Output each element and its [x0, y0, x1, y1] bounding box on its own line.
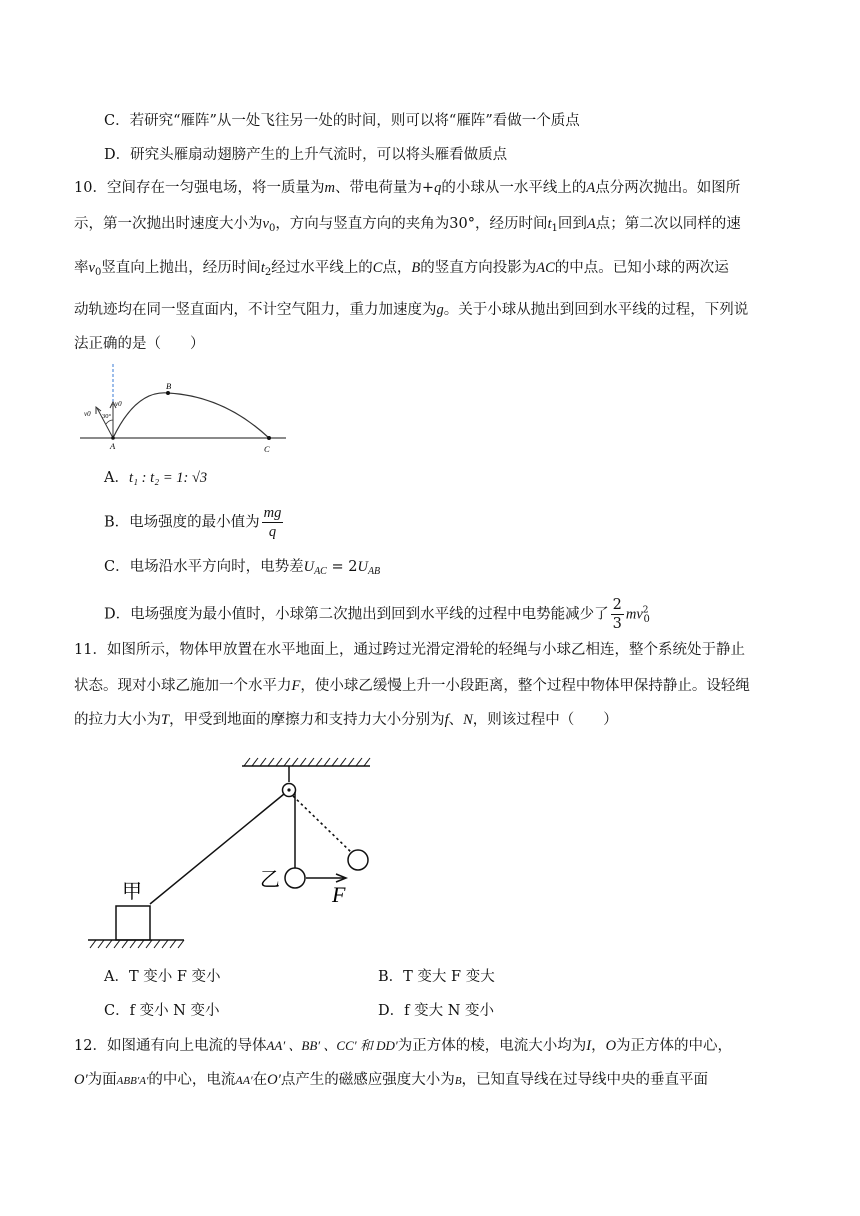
- q11-stem-line3: 的拉力大小为T，甲受到地面的摩擦力和支持力大小分别为f、N，则该过程中（ ）: [74, 712, 618, 728]
- q11-option-d: D．f 变大 N 变小: [378, 1003, 495, 1019]
- q10-option-d: D．电场强度为最小值时，小球第二次抛出到回到水平线的过程中电势能减少了 $\frac{2}{3}$ $mv^2_0$: [104, 597, 650, 632]
- label-c: C: [264, 444, 270, 454]
- q11-stem-line1: 11．如图所示，物体甲放置在水平地面上，通过跨过光滑定滑轮的轻绳与小球乙相连，整个系统处于静止: [74, 642, 745, 658]
- ball-yi: [285, 868, 305, 888]
- angle-arc: [106, 420, 113, 424]
- block-jia: [116, 906, 150, 940]
- label-yi: 乙: [260, 867, 280, 891]
- q10-option-a: A．t₁ : t₂ = 1: √3: [104, 470, 208, 486]
- q10-option-b: B．电场强度的最小值为 $\frac{mg}{q}$: [104, 505, 282, 540]
- point-a: [111, 436, 115, 440]
- q10-stem-line2: 示，第一次抛出时速度大小为$v_0$，方向与竖直方向的夹角为30°，经历时间$t_1$回到A点；第二次以同样的速: [74, 216, 741, 234]
- q9-option-c: C．若研究“雁阵”从一处飞往另一处的时间，则可以将“雁阵”看做一个质点: [104, 113, 580, 129]
- q12-stem-line2: O′为面ABB′A′的中心，电流AA′在O′点产生的磁感应强度大小为B，已知直导线在过导线中央的垂直平面: [74, 1072, 709, 1088]
- q10-stem-line5: 法正确的是（ ）: [74, 336, 205, 352]
- q11-option-a: A．T 变小 F 变小: [104, 969, 221, 985]
- ground-hatch: [90, 940, 184, 948]
- q11-stem-line2: 状态。现对小球乙施加一个水平力F，使小球乙缓慢上升一小段距离，整个过程中物体甲保持静止。设轻绳: [74, 678, 750, 694]
- label-v0-vertical: v0: [115, 400, 122, 408]
- ball-yi-moved: [348, 850, 368, 870]
- label-a: A: [110, 441, 116, 451]
- q10-stem-line1: 10．空间存在一匀强电场，将一质量为m、带电荷量为+q的小球从一水平线上的A点分两次抛出。如图所: [74, 180, 741, 196]
- q10-trajectory-figure: [74, 360, 294, 456]
- q10-option-c: C．电场沿水平方向时，电势差$U_{AC} = 2U_{AB}$: [104, 559, 381, 577]
- point-c: [267, 436, 271, 440]
- label-f: F: [332, 882, 346, 907]
- trajectory-curve: [113, 393, 269, 438]
- ceiling-hatch: [244, 758, 370, 766]
- q11-pulley-figure: [80, 752, 380, 952]
- label-30-degree: 30°: [102, 413, 112, 420]
- label-jia: 甲: [122, 879, 142, 903]
- q12-stem-line1: 12．如图通有向上电流的导体AA′ 、BB′ 、CC′ 和 DD′为正方体的棱，电流大小均为I，O为正方体的中心，: [74, 1038, 733, 1054]
- q10-stem-line3: 率$v_0$竖直向上抛出，经历时间$t_2$经过水平线上的C点，B的竖直方向投影为AC的中点。已知小球的两次运: [74, 260, 729, 278]
- dashed-rope: [293, 796, 352, 853]
- q9-option-d: D．研究头雁扇动翅膀产生的上升气流时，可以将头雁看做质点: [104, 147, 508, 163]
- pulley-axle: [287, 788, 290, 791]
- point-b: [166, 391, 170, 395]
- label-b: B: [166, 381, 172, 391]
- q10-stem-line4: 动轨迹均在同一竖直面内，不计空气阻力，重力加速度为g。关于小球从抛出到回到水平线的过程，下列说: [74, 302, 749, 318]
- q11-option-b: B．T 变大 F 变大: [378, 969, 495, 985]
- label-v0-angled: v0: [84, 410, 91, 418]
- q11-option-c: C．f 变小 N 变小: [104, 1003, 220, 1019]
